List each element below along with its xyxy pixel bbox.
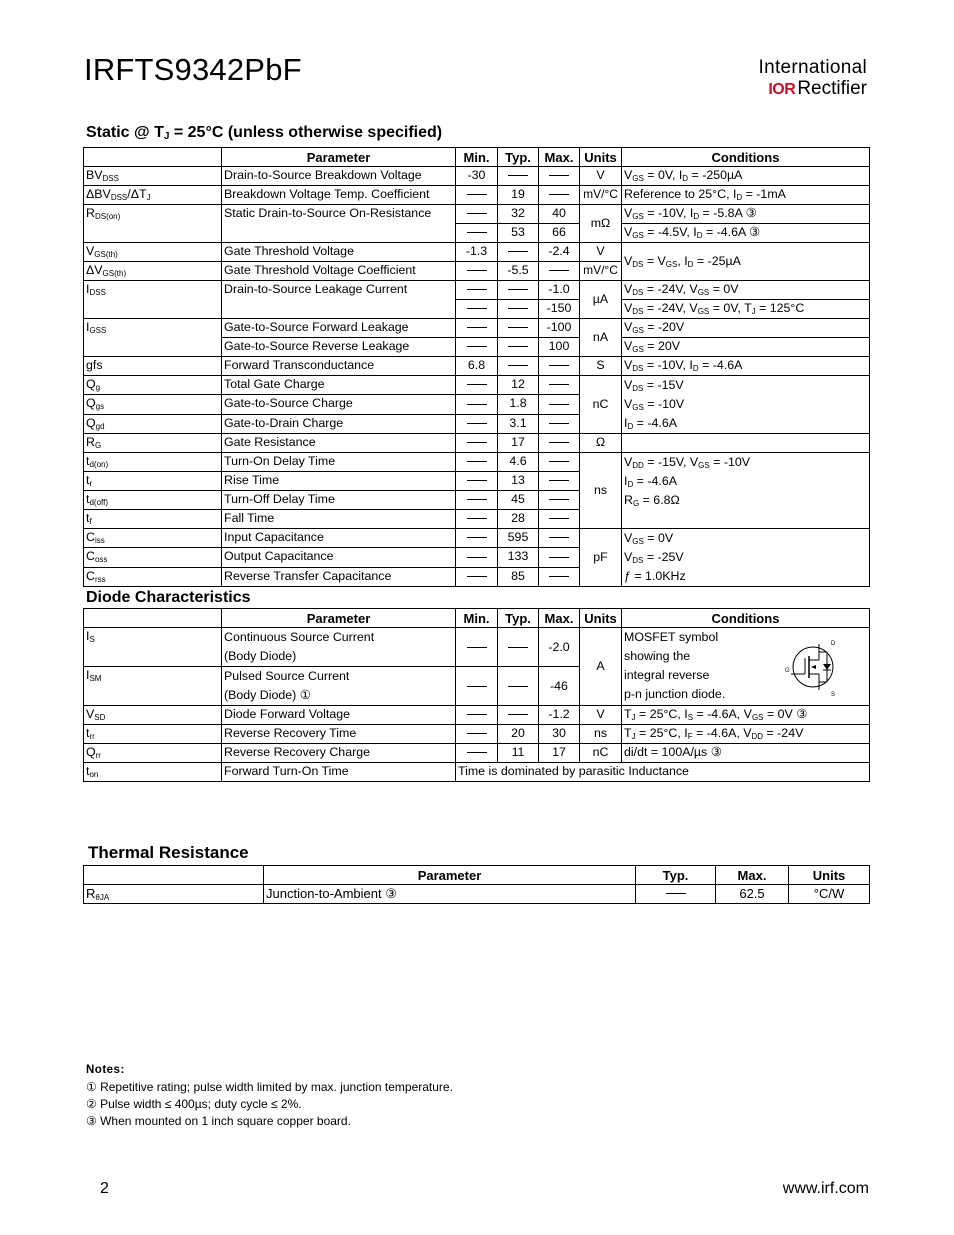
param: Output Capacitance: [222, 548, 456, 567]
param: Reverse Recovery Charge: [222, 744, 456, 763]
cond: $V_{DS} = V_{GS}$, $I_D = -25\mu A$: [622, 243, 870, 281]
symbol: $Q_{gd}$: [84, 414, 222, 433]
symbol: $R_G$: [84, 434, 222, 453]
typ: 595: [498, 529, 539, 548]
typ: 133: [498, 548, 539, 567]
col-units: Units: [580, 609, 622, 628]
table-row: [84, 744, 870, 763]
col-units: Units: [580, 148, 622, 167]
symbol: $\Delta BV_{DSS}/\Delta T_J$: [84, 186, 222, 205]
typ: 17: [498, 434, 539, 453]
symbol: $BV_{DSS}$: [84, 167, 222, 186]
typ: 85: [498, 567, 539, 586]
symbol: $C_{iss}$: [84, 529, 222, 548]
symbol: $I_{DSS}$: [84, 281, 222, 319]
param: Junction-to-Ambient ③: [264, 885, 636, 904]
table-row: [84, 706, 870, 725]
table-row: [84, 281, 870, 300]
cond-line: integral reverse: [624, 668, 710, 682]
param: [222, 628, 456, 667]
cond: [622, 529, 870, 587]
param: Reverse Recovery Time: [222, 725, 456, 744]
col-parameter: Parameter: [222, 148, 456, 167]
mos-label-g: G: [785, 668, 790, 674]
param: Gate-to-Source Forward Leakage: [222, 319, 456, 338]
typ: -5.5: [498, 262, 539, 281]
table-row: [84, 357, 870, 376]
param-line: (Body Diode) ①: [224, 688, 311, 702]
company-logo: [759, 58, 867, 101]
static-title: [86, 124, 442, 142]
mos-label-d: D: [831, 641, 836, 647]
cond: $T_J = 25^\circ C$, $I_F = -4.6A$, $V_{DD} = -24V$: [622, 725, 870, 744]
param: Drain-to-Source Leakage Current: [222, 281, 456, 319]
units: Ω: [580, 434, 622, 453]
cond-line: $V_{DS} = -25V$: [624, 550, 684, 565]
units: V: [580, 243, 622, 262]
table-row: [84, 529, 870, 548]
symbol: $I_S$: [84, 628, 222, 667]
max: 100: [539, 338, 580, 357]
units: µA: [580, 281, 622, 319]
units: V: [580, 706, 622, 725]
param: Total Gate Charge: [222, 376, 456, 395]
mos-label-s: S: [831, 692, 836, 698]
cond: $V_{GS} = -10V$, $I_D = -5.8A$ ③: [622, 205, 870, 224]
symbol: $t_f$: [84, 510, 222, 529]
ior-logo-icon: IOR: [768, 81, 796, 98]
notes: [86, 1062, 453, 1130]
cond: $V_{DS} = -24V$, $V_{GS} = 0V$, $T_J = 125^\circ C$: [622, 300, 870, 319]
param: Forward Turn-On Time: [222, 763, 456, 782]
cond: [622, 628, 870, 706]
typ: 4.6: [498, 453, 539, 472]
param-line: Pulsed Source Current: [224, 669, 350, 683]
param: Gate Threshold Voltage: [222, 243, 456, 262]
param: Gate Threshold Voltage Coefficient: [222, 262, 456, 281]
symbol: gfs: [84, 357, 222, 376]
table-row: [84, 243, 870, 262]
cond: $T_J = 25^\circ C$, $I_S = -4.6A$, $V_{GS} = 0V$ ③: [622, 706, 870, 725]
param: Fall Time: [222, 510, 456, 529]
table-row: [84, 434, 870, 453]
symbol: $t_{on}$: [84, 763, 222, 782]
units: ns: [580, 453, 622, 529]
cond-line: ƒ = 1.0KHz: [624, 569, 686, 583]
col-max: Max.: [539, 609, 580, 628]
diode-table: [83, 608, 870, 782]
symbol: $\Delta V_{GS(th)}$: [84, 262, 222, 281]
param: Reverse Transfer Capacitance: [222, 567, 456, 586]
typ: 45: [498, 491, 539, 510]
typ: 12: [498, 376, 539, 395]
cond-line: showing the: [624, 649, 691, 663]
param: Rise Time: [222, 472, 456, 491]
table-row: [84, 376, 870, 395]
col-typ: Typ.: [498, 148, 539, 167]
table-row: [84, 725, 870, 744]
max: -1.0: [539, 281, 580, 300]
table-row: [84, 319, 870, 338]
cond: $V_{DS} = -10V$, $I_D = -4.6A$: [622, 357, 870, 376]
typ: 19: [498, 186, 539, 205]
static-title-post: = 25°C (unless otherwise specified): [169, 124, 443, 141]
units: ns: [580, 725, 622, 744]
param: Diode Forward Voltage: [222, 706, 456, 725]
max: 17: [539, 744, 580, 763]
symbol: $t_{rr}$: [84, 725, 222, 744]
footer-url[interactable]: www.irf.com: [782, 1180, 869, 1197]
symbol: $R_{\theta JA}$: [84, 885, 264, 904]
cond: $V_{GS} = 20V$: [622, 338, 870, 357]
symbol: $Q_g$: [84, 376, 222, 395]
col-typ: Typ.: [636, 866, 716, 885]
symbol: $Q_{rr}$: [84, 744, 222, 763]
table-row: [84, 167, 870, 186]
col-units: Units: [789, 866, 870, 885]
table-header: [84, 609, 870, 628]
table-row: [84, 205, 870, 224]
col-min: Min.: [456, 148, 498, 167]
param-line: Continuous Source Current: [224, 630, 375, 644]
col-conditions: Conditions: [622, 609, 870, 628]
thermal-table: [83, 865, 870, 904]
units: A: [580, 628, 622, 706]
cond: Time is dominated by parasitic Inductance: [456, 763, 870, 782]
cond: di/dt = 100A/µs ③: [622, 744, 870, 763]
cond-line: $V_{DD} = -15V$, $V_{GS} = -10V$: [624, 455, 750, 470]
cond: $V_{GS} = -20V$: [622, 319, 870, 338]
cond-line: MOSFET symbol: [624, 630, 719, 644]
col-parameter: Parameter: [264, 866, 636, 885]
table-row: [84, 453, 870, 472]
table-row: [84, 186, 870, 205]
max: -2.4: [539, 243, 580, 262]
col-parameter: Parameter: [222, 609, 456, 628]
part-number: IRFTS9342PbF: [84, 52, 302, 87]
cond: [622, 376, 870, 434]
table-row: [84, 885, 870, 904]
table-row: [84, 763, 870, 782]
units: nC: [580, 744, 622, 763]
units: nA: [580, 319, 622, 357]
static-title-pre: Static @ T: [86, 124, 164, 141]
symbol: $I_{GSS}$: [84, 319, 222, 357]
typ: 28: [498, 510, 539, 529]
max: -2.0: [539, 628, 580, 667]
cond-line: $I_D = -4.6A$: [624, 416, 677, 431]
typ: 11: [498, 744, 539, 763]
max: 30: [539, 725, 580, 744]
logo-line2: [759, 78, 867, 101]
param: Gate-to-Source Reverse Leakage: [222, 338, 456, 357]
typ: 1.8: [498, 395, 539, 414]
cond-line: $V_{GS} = 0V$: [624, 531, 674, 546]
units: mV/°C: [580, 262, 622, 281]
col-typ: Typ.: [498, 609, 539, 628]
units: pF: [580, 529, 622, 587]
logo-rectifier: Rectifier: [797, 78, 867, 99]
col-conditions: Conditions: [622, 148, 870, 167]
cond-line: $V_{DS} = -15V$: [624, 378, 684, 393]
max: -1.2: [539, 706, 580, 725]
units: V: [580, 167, 622, 186]
table-header: [84, 866, 870, 885]
symbol: $t_r$: [84, 472, 222, 491]
note-item: ① Repetitive rating; pulse width limited by max. junction temperature.: [86, 1080, 453, 1094]
symbol: $I_{SM}$: [84, 667, 222, 706]
units: mV/°C: [580, 186, 622, 205]
param-line: (Body Diode): [224, 649, 297, 663]
symbol: $Q_{gs}$: [84, 395, 222, 414]
cond: $V_{GS} = 0V$, $I_D = -250\mu A$: [622, 167, 870, 186]
diode-title: Diode Characteristics: [86, 589, 251, 606]
param: Static Drain-to-Source On-Resistance: [222, 205, 456, 243]
notes-title: Notes:: [86, 1064, 125, 1076]
param: Drain-to-Source Breakdown Voltage: [222, 167, 456, 186]
typ: 3.1: [498, 414, 539, 433]
col-max: Max.: [716, 866, 789, 885]
units: mΩ: [580, 205, 622, 243]
cond-line: $R_G = 6.8\Omega$: [624, 493, 680, 508]
note-item: ③ When mounted on 1 inch square copper board.: [86, 1114, 351, 1128]
param: Forward Transconductance: [222, 357, 456, 376]
typ: 53: [498, 224, 539, 243]
units: °C/W: [789, 885, 870, 904]
cond: $V_{DS} = -24V$, $V_{GS} = 0V$: [622, 281, 870, 300]
units: S: [580, 357, 622, 376]
param: Breakdown Voltage Temp. Coefficient: [222, 186, 456, 205]
symbol: $t_{d(off)}$: [84, 491, 222, 510]
typ: 13: [498, 472, 539, 491]
min: -30: [456, 167, 498, 186]
units: nC: [580, 376, 622, 434]
col-max: Max.: [539, 148, 580, 167]
param: Input Capacitance: [222, 529, 456, 548]
symbol: $t_{d(on)}$: [84, 453, 222, 472]
mosfet-symbol-icon: [783, 636, 839, 698]
max: -100: [539, 319, 580, 338]
cond: $V_{GS} = -4.5V$, $I_D = -4.6A$ ③: [622, 224, 870, 243]
param: Gate-to-Source Charge: [222, 395, 456, 414]
thermal-title: Thermal Resistance: [88, 843, 249, 862]
min: 6.8: [456, 357, 498, 376]
cond-line: $V_{GS} = -10V$: [624, 397, 685, 412]
cond: Reference to 25°C, $I_D = -1mA$: [622, 186, 870, 205]
static-table: [83, 147, 870, 587]
symbol: $C_{rss}$: [84, 567, 222, 586]
cond-line: p-n junction diode.: [624, 687, 726, 701]
param: Turn-On Delay Time: [222, 453, 456, 472]
max: 62.5: [716, 885, 789, 904]
table-row: [84, 628, 870, 667]
cond-line: $I_D = -4.6A$: [624, 474, 677, 489]
max: -150: [539, 300, 580, 319]
symbol: $R_{DS(on)}$: [84, 205, 222, 243]
symbol: $V_{GS(th)}$: [84, 243, 222, 262]
max: -46: [539, 667, 580, 706]
max: 40: [539, 205, 580, 224]
max: 66: [539, 224, 580, 243]
typ: 32: [498, 205, 539, 224]
note-item: ② Pulse width ≤ 400µs; duty cycle ≤ 2%.: [86, 1097, 302, 1111]
param: [222, 667, 456, 706]
table-header: [84, 148, 870, 167]
static-title-sub: J: [163, 131, 170, 142]
param: Gate Resistance: [222, 434, 456, 453]
typ: 20: [498, 725, 539, 744]
page-number: 2: [100, 1180, 109, 1197]
logo-line1: International: [758, 57, 867, 78]
symbol: $V_{SD}$: [84, 706, 222, 725]
col-min: Min.: [456, 609, 498, 628]
symbol: $C_{oss}$: [84, 548, 222, 567]
cond: [622, 453, 870, 529]
param: Turn-Off Delay Time: [222, 491, 456, 510]
min: -1.3: [456, 243, 498, 262]
param: Gate-to-Drain Charge: [222, 414, 456, 433]
